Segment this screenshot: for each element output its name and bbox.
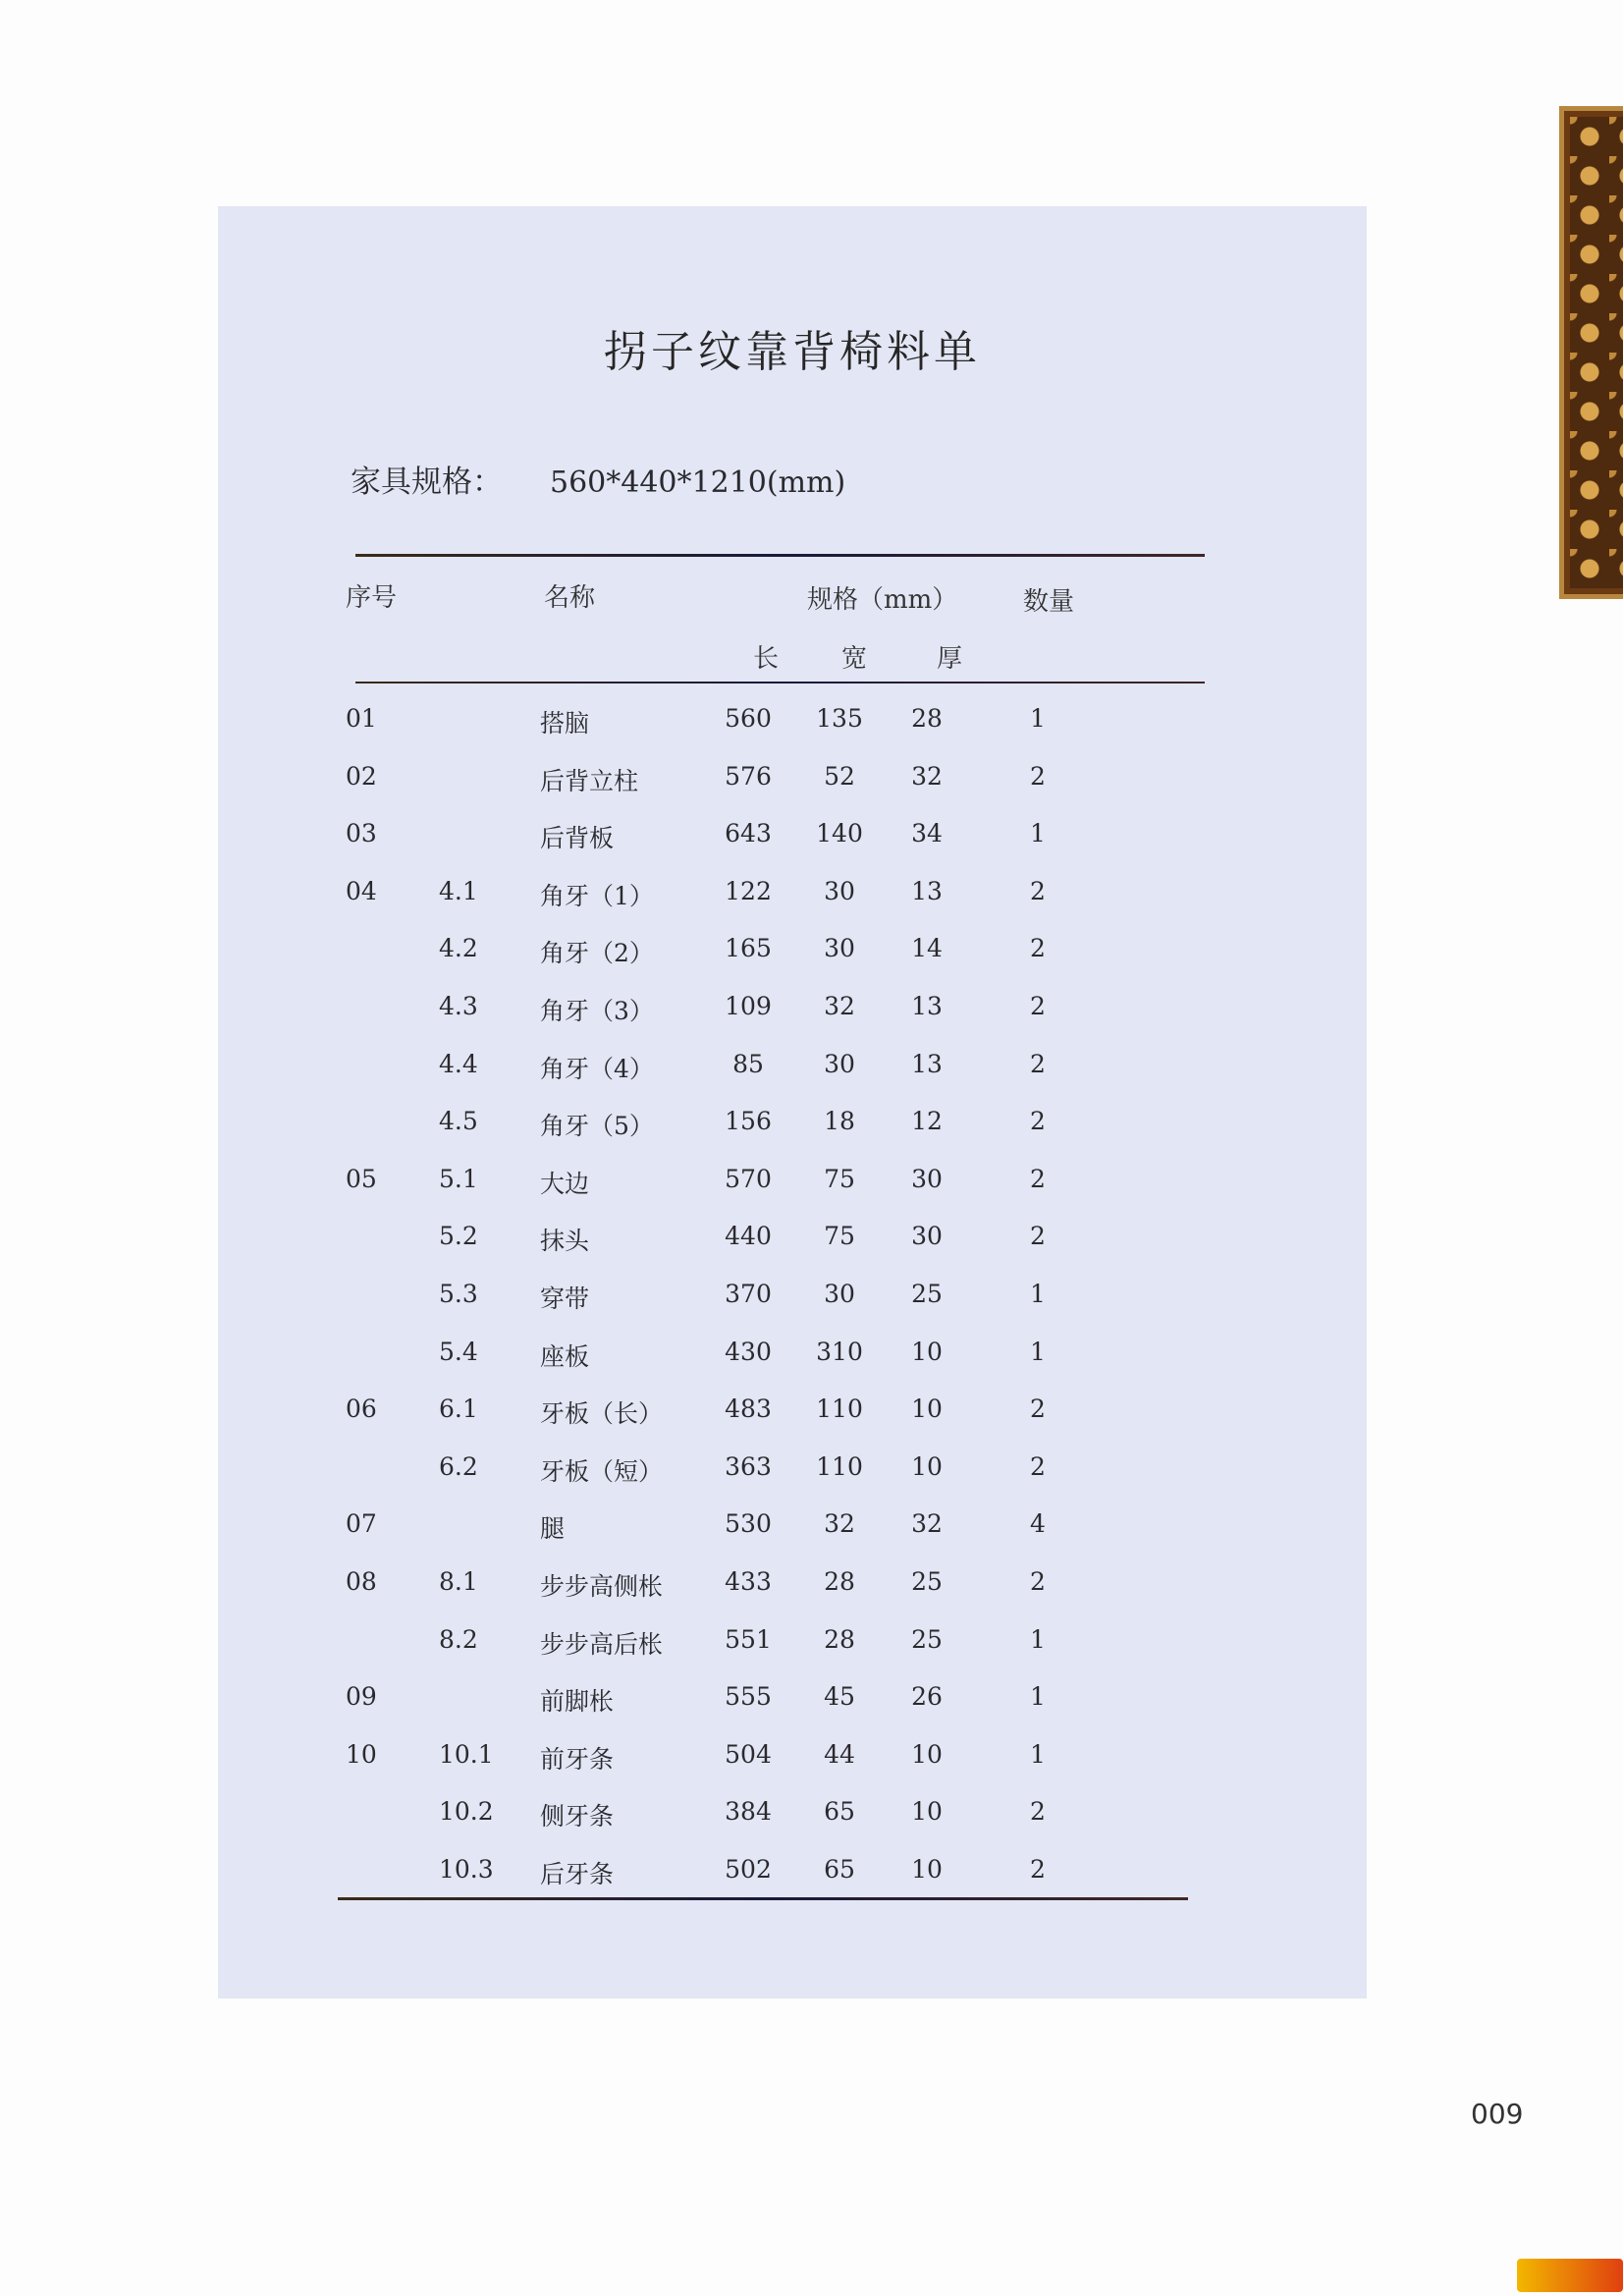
cell-w: 110 [816, 1451, 863, 1481]
cell-w: 65 [824, 1855, 855, 1884]
table-row [218, 1165, 1367, 1204]
cell-t: 10 [911, 1855, 943, 1884]
cell-sub: 10.2 [439, 1797, 494, 1827]
cell-name: 角牙（4） [540, 1054, 654, 1083]
cell-l: 370 [725, 1280, 772, 1308]
cell-t: 10 [911, 1797, 943, 1827]
cell-name: 后背立柱 [540, 766, 639, 795]
cell-no: 05 [346, 1164, 377, 1193]
cell-q: 1 [1030, 1280, 1046, 1308]
cell-t: 30 [911, 1164, 943, 1193]
header-thickness: 厚 [937, 644, 963, 674]
table-row [218, 704, 1367, 743]
table-row [218, 1394, 1367, 1434]
cell-sub: 8.2 [439, 1624, 478, 1654]
cell-sub: 4.5 [439, 1107, 478, 1136]
spec-label: 家具规格： [351, 465, 503, 500]
table-row [218, 1625, 1367, 1665]
cell-t: 10 [911, 1337, 943, 1366]
cell-name: 座板 [540, 1341, 590, 1371]
cell-q: 2 [1030, 992, 1046, 1020]
header-size: 规格（mm） [807, 585, 958, 615]
cell-sub: 4.3 [439, 992, 478, 1020]
table-row [218, 934, 1367, 973]
table-row [218, 1682, 1367, 1722]
cell-l: 156 [725, 1107, 772, 1136]
cell-l: 85 [732, 1049, 764, 1078]
cell-name: 步步高后枨 [540, 1629, 664, 1659]
cell-name: 后牙条 [540, 1860, 615, 1888]
cell-name: 步步高侧枨 [540, 1572, 664, 1601]
cell-w: 30 [824, 934, 855, 963]
cell-q: 2 [1030, 1855, 1046, 1884]
cell-no: 07 [346, 1509, 377, 1539]
cell-no: 02 [346, 761, 377, 791]
publisher-logo [1517, 2259, 1623, 2292]
cell-t: 32 [911, 1509, 943, 1539]
cell-sub: 8.1 [439, 1567, 478, 1596]
cell-sub: 5.4 [439, 1337, 478, 1366]
cell-w: 18 [824, 1107, 855, 1136]
table-row [218, 762, 1367, 801]
table-row [218, 992, 1367, 1031]
cell-w: 310 [816, 1337, 863, 1366]
cell-w: 28 [824, 1624, 855, 1654]
cell-no: 04 [346, 876, 377, 905]
spec-value: 560*440*1210(mm) [550, 465, 846, 500]
cell-t: 25 [911, 1280, 943, 1308]
cell-q: 2 [1030, 1164, 1046, 1193]
header-no: 序号 [346, 583, 398, 613]
cell-t: 25 [911, 1567, 943, 1596]
cell-name: 穿带 [540, 1285, 590, 1313]
cell-sub: 4.2 [439, 934, 478, 963]
cell-q: 2 [1030, 1394, 1046, 1424]
cell-l: 502 [725, 1855, 772, 1884]
cell-t: 12 [911, 1107, 943, 1136]
table-row [218, 1107, 1367, 1146]
cell-l: 570 [725, 1164, 772, 1193]
cell-name: 抹头 [540, 1227, 590, 1256]
cell-sub: 4.4 [439, 1049, 478, 1078]
cell-w: 32 [824, 1509, 855, 1539]
table-row [218, 877, 1367, 916]
cell-name: 侧牙条 [540, 1802, 615, 1831]
cell-w: 28 [824, 1567, 855, 1596]
cell-name: 角牙（1） [540, 881, 654, 910]
cell-t: 25 [911, 1624, 943, 1654]
cell-t: 26 [911, 1682, 943, 1712]
cell-sub: 10.1 [439, 1739, 494, 1769]
table-row [218, 1338, 1367, 1377]
cell-name: 牙板（短） [540, 1456, 664, 1486]
header-name: 名称 [544, 583, 596, 613]
cell-l: 530 [725, 1509, 772, 1539]
cell-t: 13 [911, 1049, 943, 1078]
cell-l: 122 [725, 876, 772, 905]
cell-t: 32 [911, 761, 943, 791]
cell-q: 1 [1030, 819, 1046, 848]
cell-q: 1 [1030, 1739, 1046, 1769]
cell-name: 前脚枨 [540, 1687, 615, 1717]
cell-l: 483 [725, 1394, 772, 1424]
cell-q: 1 [1030, 704, 1046, 733]
table-row [218, 1452, 1367, 1492]
cell-no: 10 [346, 1739, 377, 1769]
cell-w: 45 [824, 1682, 855, 1712]
cell-sub: 6.1 [439, 1394, 478, 1424]
table-row [218, 1567, 1367, 1607]
cell-w: 75 [824, 1222, 855, 1251]
table-row [218, 1855, 1367, 1894]
cell-q: 2 [1030, 1222, 1046, 1251]
cell-name: 角牙（5） [540, 1112, 654, 1141]
cell-sub: 10.3 [439, 1855, 494, 1884]
cell-q: 1 [1030, 1624, 1046, 1654]
cell-q: 2 [1030, 934, 1046, 963]
cell-no: 01 [346, 704, 377, 733]
cell-q: 2 [1030, 1451, 1046, 1481]
page-number: 009 [1471, 2098, 1524, 2130]
cell-l: 433 [725, 1567, 772, 1596]
cell-name: 角牙（2） [540, 939, 654, 968]
cell-l: 109 [725, 992, 772, 1020]
cell-name: 前牙条 [540, 1744, 615, 1774]
cell-t: 34 [911, 819, 943, 848]
cell-w: 75 [824, 1164, 855, 1193]
cell-no: 03 [346, 819, 377, 848]
cell-q: 2 [1030, 876, 1046, 905]
cell-w: 30 [824, 1280, 855, 1308]
cell-w: 32 [824, 992, 855, 1020]
cell-t: 14 [911, 934, 943, 963]
cell-l: 643 [725, 819, 772, 848]
cell-sub: 6.2 [439, 1451, 478, 1481]
cell-l: 551 [725, 1624, 772, 1654]
cell-sub: 5.1 [439, 1164, 478, 1193]
table-rule-bottom [338, 1897, 1188, 1900]
cell-t: 10 [911, 1394, 943, 1424]
cell-w: 65 [824, 1797, 855, 1827]
cell-no: 09 [346, 1682, 377, 1712]
cell-t: 13 [911, 876, 943, 905]
cell-q: 2 [1030, 1797, 1046, 1827]
cell-name: 牙板（长） [540, 1399, 664, 1429]
cell-name: 腿 [540, 1514, 566, 1544]
cell-w: 30 [824, 1049, 855, 1078]
cell-l: 555 [725, 1682, 772, 1712]
cell-l: 363 [725, 1451, 772, 1481]
materials-list-panel [218, 206, 1367, 1998]
cell-l: 504 [725, 1739, 772, 1769]
table-row [218, 1222, 1367, 1261]
cell-t: 10 [911, 1451, 943, 1481]
cell-q: 2 [1030, 1049, 1046, 1078]
cell-t: 13 [911, 992, 943, 1020]
cell-t: 30 [911, 1222, 943, 1251]
cell-w: 44 [824, 1739, 855, 1769]
cell-t: 28 [911, 704, 943, 733]
cell-w: 140 [816, 819, 863, 848]
cell-sub: 5.2 [439, 1222, 478, 1251]
header-qty: 数量 [1023, 587, 1075, 617]
cell-l: 384 [725, 1797, 772, 1827]
cell-no: 08 [346, 1567, 377, 1596]
table-row [218, 819, 1367, 858]
cell-l: 165 [725, 934, 772, 963]
cell-w: 135 [816, 704, 863, 733]
cell-q: 2 [1030, 1567, 1046, 1596]
cell-sub: 4.1 [439, 876, 478, 905]
table-rule-header [355, 682, 1205, 683]
cell-q: 1 [1030, 1337, 1046, 1366]
table-row [218, 1050, 1367, 1089]
cell-w: 30 [824, 876, 855, 905]
page-title: 拐子纹靠背椅料单 [604, 327, 981, 377]
cell-w: 110 [816, 1394, 863, 1424]
cell-q: 4 [1030, 1509, 1046, 1539]
cell-q: 2 [1030, 761, 1046, 791]
cell-l: 440 [725, 1222, 772, 1251]
table-row [218, 1509, 1367, 1549]
header-length: 长 [753, 644, 780, 674]
cell-t: 10 [911, 1739, 943, 1769]
cell-name: 后背板 [540, 824, 615, 853]
cell-name: 角牙（3） [540, 997, 654, 1025]
cell-sub: 5.3 [439, 1280, 478, 1308]
table-row [218, 1740, 1367, 1779]
table-row [218, 1280, 1367, 1319]
cell-l: 560 [725, 704, 772, 733]
furniture-spec [351, 457, 845, 501]
cell-no: 06 [346, 1394, 377, 1424]
cell-name: 大边 [540, 1169, 590, 1198]
table-row [218, 1797, 1367, 1836]
decorative-lattice-panel [1559, 106, 1623, 599]
cell-l: 430 [725, 1337, 772, 1366]
header-width: 宽 [841, 644, 868, 674]
table-rule-top [355, 554, 1205, 557]
cell-name: 搭脑 [540, 709, 590, 738]
cell-w: 52 [824, 761, 855, 791]
cell-q: 2 [1030, 1107, 1046, 1136]
cell-l: 576 [725, 761, 772, 791]
cell-q: 1 [1030, 1682, 1046, 1712]
